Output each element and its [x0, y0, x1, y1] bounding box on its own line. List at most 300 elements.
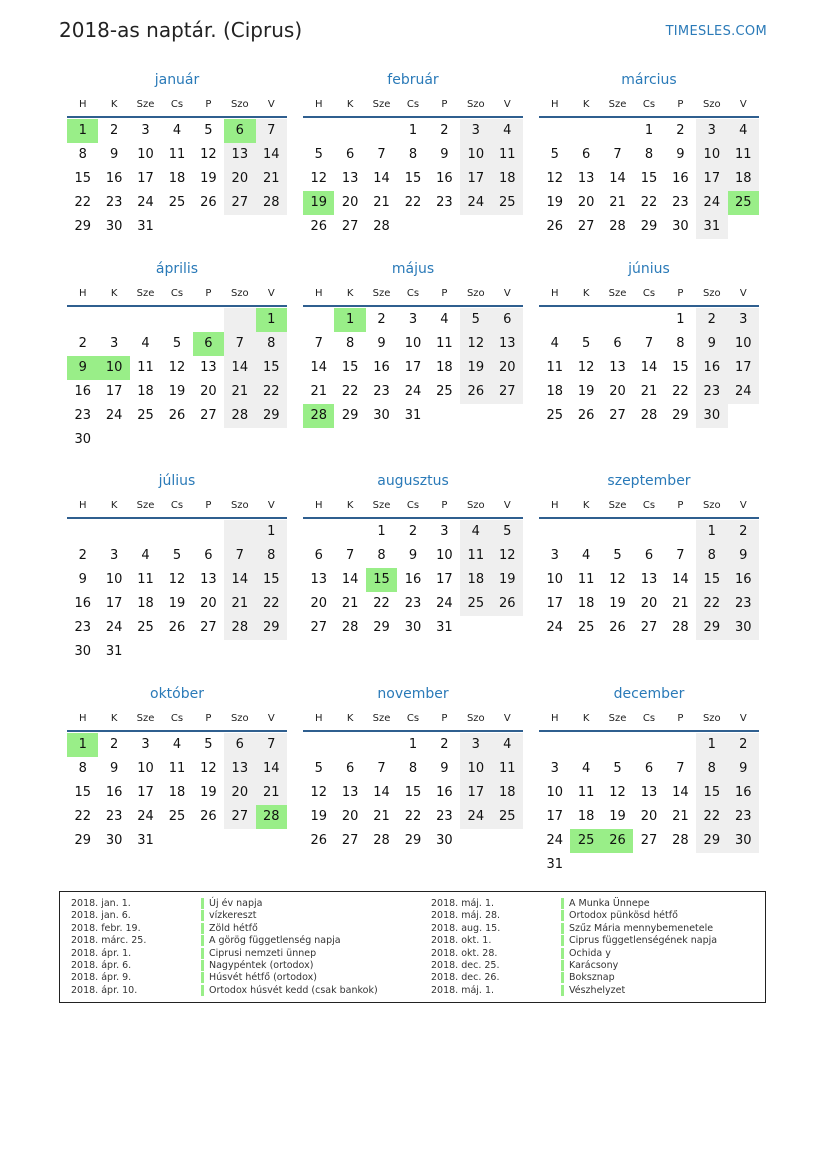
weekday-header [67, 94, 287, 118]
day-cell: 11 [492, 143, 523, 167]
day-cell: 26 [310, 219, 327, 234]
legend-date: 2018. máj. 1. [431, 984, 495, 996]
day-cell: 14 [256, 757, 287, 781]
holiday-day-cell: 26 [602, 829, 633, 853]
day-cell: 2 [78, 548, 87, 563]
day-cell: 11 [137, 360, 154, 375]
legend-holiday-name: vízkereszt [209, 910, 257, 922]
weekday-label: P [205, 713, 212, 724]
day-cell: 28 [224, 616, 255, 640]
weekday-label: V [503, 99, 511, 110]
day-cell: 11 [492, 757, 523, 781]
day-cell: 4 [440, 312, 449, 327]
day-cell: 31 [105, 644, 123, 659]
holiday-day-cell: 1 [67, 119, 98, 143]
day-cell: 19 [609, 596, 626, 611]
day-cell: 12 [492, 544, 523, 568]
weekday-label: V [739, 500, 747, 511]
day-cell: 15 [672, 360, 689, 375]
empty-day-cell [193, 428, 224, 452]
empty-day-cell [98, 428, 129, 452]
day-cell: 10 [728, 332, 759, 356]
day-cell: 14 [341, 572, 359, 587]
day-cell: 22 [696, 592, 727, 616]
day-cell: 21 [341, 596, 359, 611]
day-cell: 30 [728, 616, 759, 640]
day-cell: 1 [696, 520, 727, 544]
empty-day-cell [728, 853, 759, 877]
weekday-label: K [346, 500, 354, 511]
day-grid [303, 520, 523, 640]
empty-day-cell [570, 119, 601, 143]
legend-date: 2018. dec. 26. [431, 972, 500, 984]
day-cell: 3 [550, 761, 559, 776]
day-cell: 9 [109, 147, 119, 162]
weekday-label: Sze [136, 500, 155, 511]
legend-marker [561, 948, 564, 959]
day-cell: 3 [550, 548, 559, 563]
day-cell: 14 [373, 171, 390, 186]
day-cell: 29 [373, 620, 390, 635]
day-cell: 6 [613, 336, 622, 351]
legend-item [71, 948, 378, 960]
day-cell: 7 [644, 336, 654, 351]
day-cell: 7 [256, 119, 287, 143]
empty-day-cell [539, 119, 570, 143]
day-cell: 3 [440, 524, 449, 539]
holiday-day-cell: 9 [67, 356, 98, 380]
legend-marker [561, 923, 564, 934]
day-cell: 14 [224, 568, 255, 592]
weekday-label: Szo [702, 99, 721, 110]
day-cell: 14 [224, 356, 255, 380]
legend-marker [561, 960, 564, 971]
day-cell: 25 [168, 809, 186, 824]
day-cell: 6 [581, 147, 591, 162]
month-name: április [155, 261, 199, 277]
day-cell: 27 [224, 191, 255, 215]
day-cell: 22 [256, 380, 287, 404]
legend-date: 2018. okt. 1. [431, 935, 492, 947]
day-cell: 16 [105, 785, 123, 800]
day-cell: 15 [74, 171, 91, 186]
day-cell: 19 [609, 809, 626, 824]
day-cell: 4 [172, 123, 182, 138]
legend-date: 2018. márc. 25. [71, 935, 147, 947]
day-cell: 22 [672, 384, 689, 399]
day-cell: 1 [408, 123, 418, 138]
day-cell: 8 [696, 757, 727, 781]
weekday-label: V [267, 713, 275, 724]
holiday-day-cell: 15 [366, 568, 397, 592]
day-cell: 5 [172, 548, 182, 563]
weekday-label: V [503, 288, 511, 299]
day-cell: 27 [492, 380, 523, 404]
day-cell: 8 [256, 544, 287, 568]
day-cell: 13 [640, 785, 658, 800]
day-grid [303, 308, 523, 428]
day-cell: 16 [404, 572, 422, 587]
empty-day-cell [696, 853, 727, 877]
day-cell: 29 [672, 408, 689, 423]
legend-date: 2018. aug. 15. [431, 922, 501, 934]
weekday-label: Szo [702, 288, 721, 299]
legend-date: 2018. jan. 6. [71, 910, 131, 922]
day-cell: 15 [404, 171, 422, 186]
day-cell: 13 [341, 171, 359, 186]
weekday-label: V [267, 500, 275, 511]
legend-marker [201, 923, 204, 934]
day-cell: 23 [728, 592, 759, 616]
day-cell: 5 [613, 548, 622, 563]
empty-day-cell [633, 733, 664, 757]
day-cell: 13 [224, 143, 255, 167]
day-cell: 6 [345, 761, 355, 776]
weekday-label: Cs [170, 99, 184, 110]
weekday-label: Szo [702, 500, 721, 511]
day-cell: 13 [200, 360, 217, 375]
day-cell: 21 [256, 167, 287, 191]
day-cell: 29 [74, 833, 91, 848]
day-cell: 24 [460, 191, 491, 215]
legend-item [431, 910, 717, 922]
legend-marker [561, 985, 564, 996]
day-cell: 7 [613, 147, 622, 162]
day-cell: 17 [546, 596, 563, 611]
day-cell: 4 [141, 548, 150, 563]
weekday-label: K [110, 500, 118, 511]
day-cell: 14 [672, 785, 689, 800]
day-cell: 15 [341, 360, 359, 375]
empty-day-cell [67, 520, 98, 544]
day-cell: 13 [310, 572, 327, 587]
day-cell: 25 [137, 620, 154, 635]
day-cell: 26 [492, 592, 523, 616]
day-cell: 2 [728, 733, 759, 757]
legend-column-left [71, 898, 378, 997]
month-3 [67, 261, 287, 452]
day-cell: 7 [224, 544, 255, 568]
month-10 [303, 686, 523, 853]
weekday-header [67, 283, 287, 307]
empty-day-cell [539, 733, 570, 757]
day-cell: 17 [404, 360, 422, 375]
month-name: október [150, 686, 204, 702]
weekday-label: Sze [372, 500, 391, 511]
day-cell: 17 [137, 171, 154, 186]
weekday-label: P [441, 288, 448, 299]
day-cell: 23 [672, 195, 689, 210]
day-cell: 12 [310, 785, 327, 800]
empty-day-cell [429, 215, 460, 239]
day-cell: 17 [696, 167, 727, 191]
empty-day-cell [633, 308, 664, 332]
day-cell: 26 [200, 809, 217, 824]
day-cell: 22 [74, 809, 91, 824]
day-cell: 13 [609, 360, 626, 375]
empty-day-cell [728, 215, 759, 239]
day-cell: 5 [204, 123, 213, 138]
legend-item [71, 910, 378, 922]
empty-day-cell [161, 215, 192, 239]
day-cell: 19 [168, 596, 186, 611]
day-cell: 19 [577, 384, 595, 399]
weekday-label: K [582, 713, 590, 724]
day-cell: 12 [460, 332, 491, 356]
day-cell: 1 [644, 123, 654, 138]
day-grid [67, 308, 287, 452]
day-cell: 24 [460, 805, 491, 829]
empty-day-cell [334, 119, 365, 143]
day-cell: 18 [436, 360, 453, 375]
weekday-label: P [677, 713, 684, 724]
day-cell: 14 [373, 785, 390, 800]
day-cell: 19 [310, 809, 327, 824]
day-cell: 26 [168, 408, 186, 423]
legend-date: 2018. ápr. 9. [71, 972, 132, 984]
day-cell: 8 [78, 761, 87, 776]
weekday-label: Sze [608, 99, 627, 110]
day-cell: 25 [137, 408, 154, 423]
weekday-label: P [205, 99, 212, 110]
weekday-label: P [441, 500, 448, 511]
day-cell: 2 [696, 308, 727, 332]
day-cell: 2 [377, 312, 386, 327]
day-cell: 28 [672, 620, 689, 635]
day-cell: 5 [613, 761, 622, 776]
legend-date: 2018. okt. 28. [431, 947, 498, 959]
empty-day-cell [665, 520, 696, 544]
day-cell: 26 [460, 380, 491, 404]
day-cell: 10 [546, 785, 563, 800]
month-name: augusztus [377, 473, 449, 489]
day-cell: 27 [310, 620, 327, 635]
legend-date: 2018. ápr. 6. [71, 959, 132, 971]
day-cell: 5 [314, 761, 323, 776]
weekday-label: K [346, 288, 354, 299]
empty-day-cell [602, 853, 633, 877]
day-cell: 4 [728, 119, 759, 143]
holiday-day-cell: 25 [570, 829, 601, 853]
day-cell: 29 [341, 408, 359, 423]
month-name: szeptember [607, 473, 691, 489]
legend-holiday-name: Szűz Mária mennybemenetele [569, 922, 714, 934]
legend-marker [201, 972, 204, 983]
month-2 [539, 72, 759, 239]
day-cell: 4 [460, 520, 491, 544]
weekday-label: Szo [702, 713, 721, 724]
day-cell: 28 [609, 219, 626, 234]
weekday-header [67, 495, 287, 519]
weekday-label: Cs [406, 713, 420, 724]
day-cell: 2 [109, 737, 119, 752]
day-cell: 12 [609, 572, 626, 587]
day-cell: 6 [345, 147, 355, 162]
empty-day-cell [98, 308, 129, 332]
weekday-label: K [346, 99, 354, 110]
weekday-label: V [739, 713, 747, 724]
day-cell: 16 [105, 171, 123, 186]
day-cell: 17 [460, 167, 491, 191]
day-cell: 16 [436, 785, 453, 800]
month-8 [539, 473, 759, 640]
empty-day-cell [460, 215, 491, 239]
weekday-header [539, 283, 759, 307]
day-cell: 11 [577, 572, 595, 587]
empty-day-cell [130, 428, 161, 452]
holiday-day-cell: 6 [193, 332, 224, 356]
day-cell: 2 [408, 524, 418, 539]
day-cell: 2 [440, 123, 449, 138]
day-cell: 2 [676, 123, 685, 138]
weekday-label: K [110, 99, 118, 110]
weekday-label: Cs [642, 99, 656, 110]
brand-link[interactable]: TIMESLES.COM [665, 24, 767, 39]
day-cell: 30 [672, 219, 689, 234]
empty-day-cell [224, 520, 255, 544]
holiday-legend [59, 891, 766, 1003]
day-cell: 9 [440, 147, 449, 162]
empty-day-cell [161, 640, 192, 664]
day-cell: 8 [696, 544, 727, 568]
day-cell: 8 [345, 336, 355, 351]
day-cell: 18 [460, 568, 491, 592]
day-cell: 22 [640, 195, 658, 210]
day-grid [303, 119, 523, 239]
weekday-label: Sze [372, 288, 391, 299]
day-cell: 13 [341, 785, 359, 800]
empty-day-cell [366, 733, 397, 757]
day-cell: 24 [137, 195, 154, 210]
day-cell: 7 [256, 733, 287, 757]
weekday-label: H [78, 288, 87, 299]
day-cell: 3 [408, 312, 418, 327]
day-cell: 5 [204, 737, 213, 752]
day-cell: 3 [141, 737, 150, 752]
month-name: december [613, 686, 685, 702]
weekday-label: Sze [136, 713, 155, 724]
day-cell: 1 [377, 524, 386, 539]
month-name: február [387, 72, 439, 88]
day-cell: 15 [256, 568, 287, 592]
weekday-label: Cs [170, 713, 184, 724]
day-cell: 5 [172, 336, 182, 351]
day-cell: 15 [256, 356, 287, 380]
legend-marker [201, 960, 204, 971]
day-cell: 6 [644, 548, 654, 563]
holiday-day-cell: 25 [728, 191, 759, 215]
day-cell: 6 [314, 548, 323, 563]
day-cell: 25 [168, 195, 186, 210]
day-cell: 18 [492, 781, 523, 805]
day-cell: 27 [341, 219, 359, 234]
day-cell: 18 [168, 171, 186, 186]
weekday-label: Szo [466, 500, 485, 511]
legend-date: 2018. dec. 25. [431, 959, 500, 971]
weekday-label: Cs [406, 288, 420, 299]
day-cell: 8 [256, 332, 287, 356]
empty-day-cell [224, 829, 255, 853]
weekday-label: Szo [230, 713, 249, 724]
day-cell: 25 [492, 805, 523, 829]
month-4 [303, 261, 523, 428]
day-cell: 29 [256, 616, 287, 640]
legend-item [71, 985, 378, 997]
legend-holiday-name: A Munka Ünnepe [569, 898, 650, 909]
day-cell: 23 [436, 195, 453, 210]
day-cell: 31 [546, 857, 563, 872]
empty-day-cell [161, 308, 192, 332]
day-cell: 11 [137, 572, 154, 587]
day-cell: 23 [105, 195, 123, 210]
day-cell: 17 [105, 384, 123, 399]
day-cell: 20 [640, 809, 658, 824]
weekday-label: P [441, 99, 448, 110]
legend-date: 2018. jan. 1. [71, 898, 131, 909]
empty-day-cell [224, 428, 255, 452]
legend-item [431, 898, 717, 910]
day-cell: 30 [404, 620, 422, 635]
weekday-header [303, 283, 523, 307]
empty-day-cell [130, 520, 161, 544]
weekday-header [539, 94, 759, 118]
day-cell: 14 [672, 572, 689, 587]
holiday-day-cell: 28 [256, 805, 287, 829]
weekday-label: V [739, 99, 747, 110]
day-cell: 12 [609, 785, 626, 800]
day-cell: 11 [728, 143, 759, 167]
weekday-label: Cs [642, 500, 656, 511]
day-cell: 23 [74, 620, 91, 635]
day-cell: 27 [200, 408, 217, 423]
legend-date: 2018. máj. 1. [431, 898, 495, 909]
day-cell: 9 [728, 544, 759, 568]
day-cell: 15 [696, 781, 727, 805]
day-cell: 17 [436, 572, 453, 587]
day-cell: 4 [492, 733, 523, 757]
holiday-day-cell: 19 [303, 191, 334, 215]
day-cell: 7 [377, 761, 386, 776]
empty-day-cell [303, 520, 334, 544]
legend-date: 2018. ápr. 1. [71, 947, 132, 959]
day-cell: 3 [696, 119, 727, 143]
day-cell: 14 [640, 360, 658, 375]
weekday-label: Szo [230, 500, 249, 511]
empty-day-cell [256, 215, 287, 239]
day-cell: 20 [200, 384, 217, 399]
legend-marker [561, 972, 564, 983]
weekday-label: P [677, 500, 684, 511]
day-cell: 25 [436, 384, 453, 399]
day-cell: 21 [310, 384, 327, 399]
empty-day-cell [602, 308, 633, 332]
empty-day-cell [665, 853, 696, 877]
day-cell: 22 [404, 809, 422, 824]
weekday-label: K [346, 713, 354, 724]
legend-date: 2018. máj. 28. [431, 910, 501, 922]
empty-day-cell [130, 640, 161, 664]
legend-holiday-name: Zöld hétfő [209, 922, 258, 934]
legend-holiday-name: Ciprusi nemzeti ünnep [209, 947, 317, 959]
day-cell: 21 [609, 195, 626, 210]
day-cell: 1 [696, 733, 727, 757]
day-cell: 5 [492, 520, 523, 544]
day-cell: 27 [640, 833, 658, 848]
day-grid [539, 308, 759, 428]
day-cell: 18 [577, 596, 595, 611]
day-cell: 10 [137, 761, 154, 776]
day-cell: 22 [696, 805, 727, 829]
